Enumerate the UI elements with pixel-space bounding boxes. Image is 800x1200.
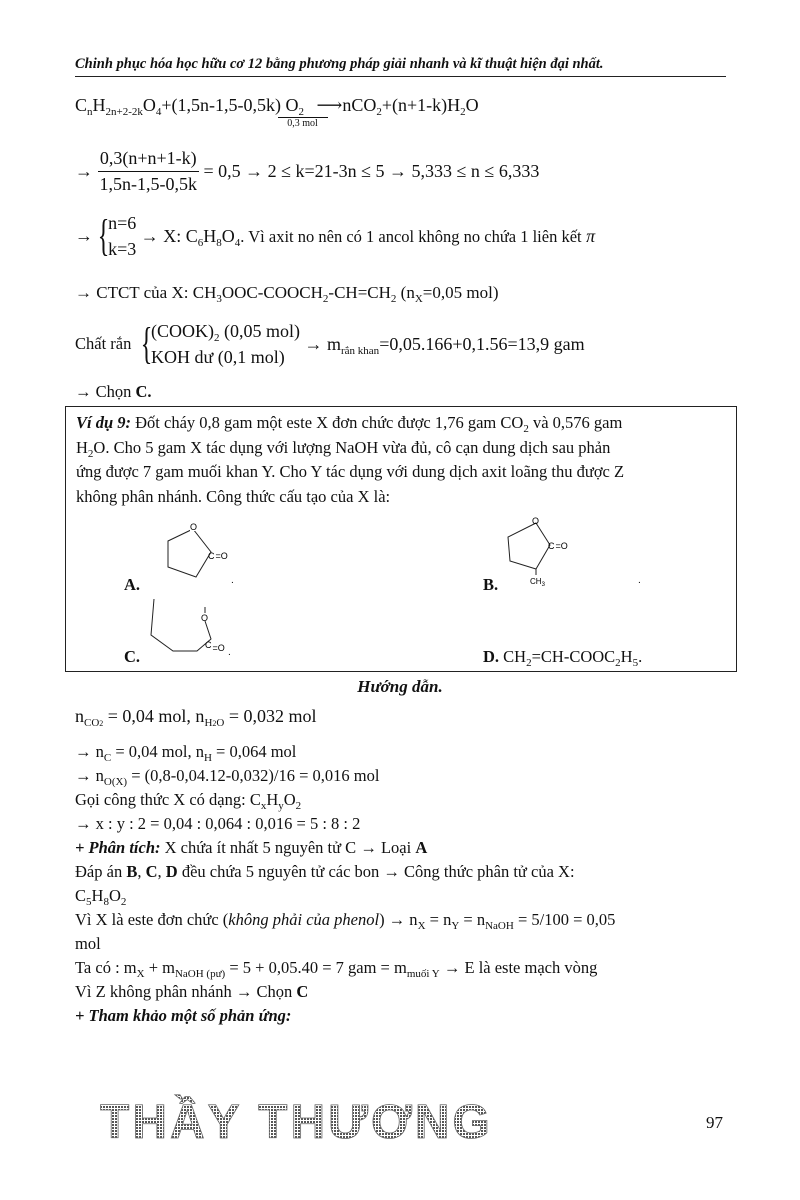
header-rule <box>75 76 726 77</box>
svg-text:THẦY THƯƠNG: THẦY THƯƠNG <box>100 1096 493 1144</box>
guide-body: → $n_C = 0,04$ mol, $n_H = 0,064$ mol → $n_{O(X)} = (0,8-0,04.12-0,032)/16 = 0,016$ mol Gọi công thức X có dạng: $C_xH_yO_2$ → x : y : 2 = 0,04 : 0,064 : 0,016 = 5 : 8 : 2 + Phân tích: X chứa ít nhất 5 nguyên tử C → Loại A Đáp án B, C, D đều chứa 5 nguyên tử các bon → Công thức phân tử của X: $C_5H_8O_2$ Vì X là este đơn chức (không phải của phenol) → $n_X = n_Y = n_{NaOH} = 5/100 = 0,05$ mol Ta có : $m_X + m_{NaOH (pư)} = 5 + 0,05.40 = 7$ gam = $m_{muối Y} \to E$ là este mạch vòng Vì Z không phân nhánh → Chọn C + Tham khảo một số phản ứng: <box>75 742 616 1025</box>
svg-text:O: O <box>190 522 198 532</box>
guide-title: Hướng dẫn. <box>357 677 443 696</box>
svg-text:O: O <box>201 613 209 623</box>
option-c-structure <box>141 595 241 667</box>
guide-line-1: $n_{CO2} = 0,04$ mol, $n_{H2O} = 0,032$ mol <box>75 706 317 729</box>
example-problem-text: Ví dụ 9: Đốt cháy 0,8 gam một este X đơn chức được 1,76 gam $CO_2$ và 0,576 gam $H_2O$. Cho 5 gam X tác dụng với lượng NaOH vừa đủ, cô cạn dung dịch sau phản ứng được 7 gam muối khan Y. Cho Y tác dụng với dung dịch axit loãng thu được Z không phân nhánh. Công thức cấu tạo của X là: <box>76 413 625 506</box>
ratio-equation: → $\frac{0,3(n+n+1-k)}{1,5n-1,5-0,5k}$ = 0,5 → 2 ≤ k=21-3n ≤ 5 → 5,333 ≤ n ≤ 6,333 <box>75 148 540 194</box>
option-b-label: B. <box>483 575 499 594</box>
structural-formula-line: → CTCT của X: $CH_3OOC-COOCH_2-CH=CH_2$ ($n_X=0,05$ mol) <box>75 283 499 305</box>
option-a-structure <box>146 515 276 595</box>
svg-text:.: . <box>231 575 234 586</box>
answer-line-prev: → Chọn C. <box>75 382 152 401</box>
svg-text:C=O: C=O <box>548 541 568 551</box>
svg-text:C=O: C=O <box>205 640 225 653</box>
svg-text:C=O: C=O <box>208 551 228 561</box>
left-brace: { <box>97 211 110 260</box>
example-box <box>65 406 737 672</box>
option-c-label: C. <box>124 647 141 666</box>
o2-underbrace-label: 0,3 mol <box>278 117 328 129</box>
fraction-numerator: 0,3(n+n+1-k) <box>98 148 200 172</box>
svg-text:O: O <box>532 516 540 526</box>
solid-mass-line: Chất rắn { $(COOK)_2$ (0,05 mol) KOH dư (0,1 mol) → $m_{rắn khan}=0,05.166+0,1.56=13,9$ gam <box>75 319 585 368</box>
combustion-equation: $C_nH_{2n+2-2k}O_4+(1,5n-1,5-0,5k)$ $O_2$ 0,3 mol $⟶nCO_2+(n+1-k)H_2O$ <box>75 95 479 129</box>
fraction-denominator: 1,5n-1,5-0,5k <box>99 174 197 194</box>
svg-text:CH3: $CH_3$ <box>530 577 545 588</box>
system-nk: → { n=6 k=3 → X: $C_6H_8O_4$. Vì axit no nên có 1 ancol không no chứa 1 liên kết π <box>75 211 596 260</box>
option-b-structure <box>496 511 646 595</box>
option-d-text: D. $CH_2=CH-COOC_2H_5$. <box>483 647 643 669</box>
left-brace: { <box>140 319 153 368</box>
running-header: Chinh phục hóa học hữu cơ 12 bằng phương pháp giải nhanh và kĩ thuật hiện đại nhất. <box>75 56 604 72</box>
page-number: 97 <box>706 1113 723 1132</box>
option-a-label: A. <box>124 575 141 594</box>
svg-text:.: . <box>638 575 641 586</box>
footer-brand-logo <box>100 1094 700 1144</box>
svg-text:.: . <box>228 647 231 658</box>
